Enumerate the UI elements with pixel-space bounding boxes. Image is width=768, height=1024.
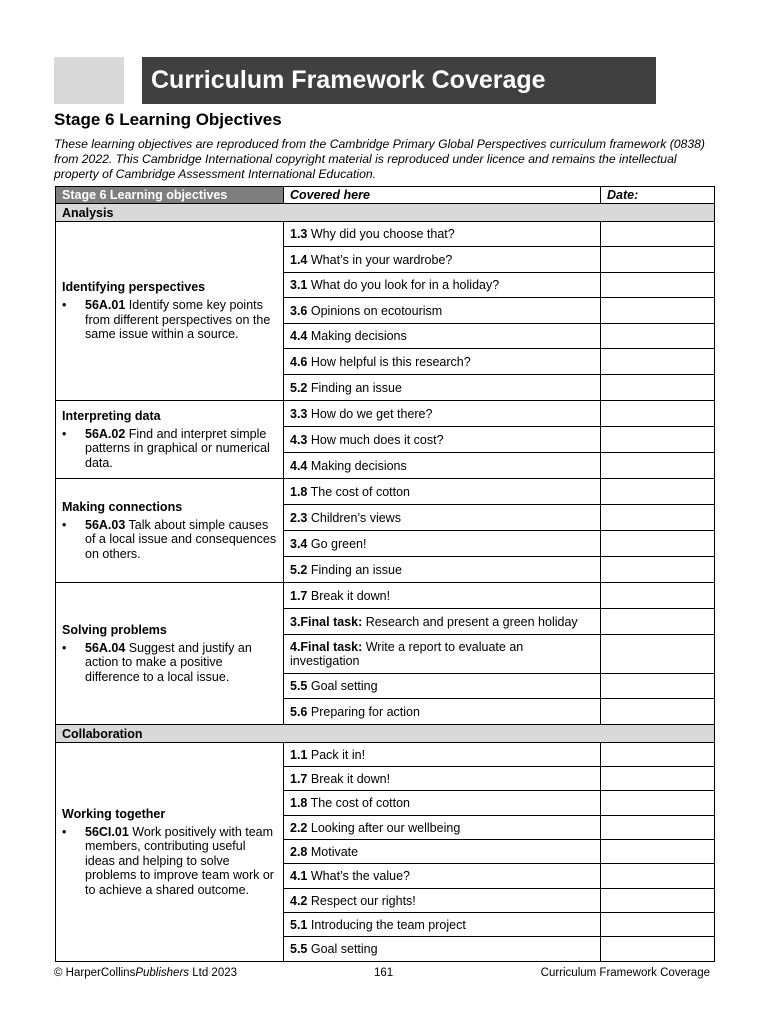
lesson-title: Motivate: [307, 844, 359, 859]
covered-lesson-cell: [284, 743, 601, 767]
lesson-number: 5.5: [290, 679, 308, 693]
objective-title: Identifying perspectives: [62, 280, 206, 295]
objective-code: 56A.01: [85, 298, 126, 313]
covered-lesson-cell: [284, 401, 601, 427]
objective-bullet: [62, 641, 277, 685]
covered-lesson-cell: [284, 864, 601, 889]
objective-bullet: [62, 518, 277, 562]
lesson-title: Goal setting: [307, 942, 378, 956]
footer-document-name: Curriculum Framework Coverage: [540, 967, 710, 979]
bullet-icon: •: [62, 426, 67, 441]
lesson-number: 5.6: [290, 704, 308, 719]
date-cell[interactable]: [601, 635, 715, 674]
objective-code: 56A.02: [85, 426, 126, 441]
lesson-title: How helpful is this research?: [307, 354, 471, 369]
objective-title: Working together: [62, 806, 166, 821]
lesson-number: 4.4: [290, 329, 308, 343]
date-cell[interactable]: [601, 427, 715, 453]
lesson-number: 4.4: [290, 458, 308, 473]
date-cell[interactable]: [601, 743, 715, 767]
bullet-icon: •: [62, 824, 67, 839]
lesson-title: Why did you choose that?: [307, 227, 455, 241]
lesson-title: How do we get there?: [307, 406, 433, 421]
lesson-title: Write a report to evaluate an investigation: [290, 640, 524, 668]
lesson-title: What’s in your wardrobe?: [307, 252, 453, 267]
objective-text: Find and interpret simple patterns in graphical or numerical data.: [85, 426, 270, 470]
header-grey-block: [54, 57, 124, 104]
date-cell[interactable]: [601, 674, 715, 699]
covered-lesson-cell: [284, 375, 601, 401]
section-row: [56, 204, 715, 222]
table-body: [56, 204, 715, 962]
date-cell[interactable]: [601, 609, 715, 635]
lesson-title: The cost of cotton: [307, 796, 410, 810]
lesson-title: Break it down!: [307, 588, 391, 603]
covered-lesson-cell: [284, 324, 601, 349]
covered-lesson-cell: [284, 840, 601, 864]
date-cell[interactable]: [601, 222, 715, 247]
covered-lesson-cell: [284, 479, 601, 505]
objective-cell: [56, 222, 284, 401]
covered-lesson-cell: [284, 609, 601, 635]
lesson-number: 4.Final task:: [290, 640, 363, 654]
date-cell[interactable]: [601, 889, 715, 913]
date-cell[interactable]: [601, 401, 715, 427]
covered-lesson-cell: [284, 298, 601, 324]
lesson-number: 1.4: [290, 252, 308, 267]
header-covered-here: Covered here: [284, 187, 601, 204]
page-title: Curriculum Framework Coverage: [142, 57, 656, 104]
date-cell[interactable]: [601, 273, 715, 298]
objective-title: Making connections: [62, 499, 183, 514]
lesson-number: 1.8: [290, 484, 308, 499]
date-cell[interactable]: [601, 453, 715, 479]
lesson-number: 1.7: [290, 588, 308, 603]
lesson-number: 2.2: [290, 820, 308, 835]
date-cell[interactable]: [601, 840, 715, 864]
objective-text: Work positively with team members, contributing useful ideas and helping to solve problems to improve team work or to achieve a shared outcome.: [85, 824, 274, 897]
objective-title: Interpreting data: [62, 408, 161, 423]
footer-page-number: 161: [374, 967, 394, 979]
covered-lesson-cell: [284, 674, 601, 699]
lesson-title: Preparing for action: [307, 704, 420, 719]
lesson-title: Finding an issue: [307, 380, 402, 395]
footer-copyright: © HarperCollinsPublishers Ltd 2023: [54, 967, 238, 979]
lesson-number: 5.2: [290, 380, 308, 395]
lesson-number: 1.7: [290, 771, 308, 786]
lesson-number: 3.1: [290, 278, 308, 292]
covered-lesson-cell: [284, 913, 601, 937]
date-cell[interactable]: [601, 298, 715, 324]
covered-lesson-cell: [284, 635, 601, 674]
covered-lesson-cell: [284, 889, 601, 913]
table-row: [56, 222, 715, 247]
lesson-title: Respect our rights!: [307, 893, 416, 908]
objective-code: 56A.04: [85, 640, 126, 655]
objective-title: Solving problems: [62, 622, 167, 637]
lesson-number: 1.8: [290, 796, 308, 810]
lesson-title: What’s the value?: [307, 869, 410, 883]
date-cell[interactable]: [601, 699, 715, 725]
date-cell[interactable]: [601, 531, 715, 557]
date-cell[interactable]: [601, 913, 715, 937]
lesson-title: Goal setting: [307, 679, 378, 693]
date-cell[interactable]: [601, 937, 715, 962]
section-label: Collaboration: [56, 725, 715, 743]
section-subtitle: Stage 6 Learning Objectives: [54, 110, 282, 129]
objective-bullet: [62, 427, 277, 471]
header-objectives: Stage 6 Learning objectives: [56, 187, 284, 204]
lesson-number: 3.6: [290, 303, 308, 318]
covered-lesson-cell: [284, 505, 601, 531]
date-cell[interactable]: [601, 767, 715, 791]
lesson-number: 2.3: [290, 510, 308, 525]
covered-lesson-cell: [284, 791, 601, 816]
lesson-title: Finding an issue: [307, 562, 402, 577]
covered-lesson-cell: [284, 222, 601, 247]
learning-objectives-table: [55, 186, 715, 962]
objective-cell: [56, 743, 284, 962]
date-cell[interactable]: [601, 375, 715, 401]
lesson-title: Opinions on ecotourism: [307, 303, 443, 318]
section-row: [56, 725, 715, 743]
lesson-number: 5.1: [290, 917, 308, 932]
header-date: Date:: [601, 187, 715, 204]
lesson-title: Children’s views: [307, 510, 401, 525]
lesson-number: 4.2: [290, 893, 308, 908]
covered-lesson-cell: [284, 816, 601, 840]
objective-bullet: [62, 298, 277, 342]
lesson-title: Introducing the team project: [307, 917, 466, 932]
date-cell[interactable]: [601, 791, 715, 816]
lesson-title: Making decisions: [307, 458, 407, 473]
objective-cell: [56, 583, 284, 725]
objective-cell: [56, 401, 284, 479]
objective-cell: [56, 479, 284, 583]
lesson-number: 5.5: [290, 942, 308, 956]
section-label: Analysis: [56, 204, 715, 222]
lesson-number: 5.2: [290, 562, 308, 577]
lesson-number: 4.6: [290, 354, 308, 369]
covered-lesson-cell: [284, 427, 601, 453]
lesson-title: Pack it in!: [307, 747, 366, 762]
date-cell[interactable]: [601, 505, 715, 531]
lesson-title: Go green!: [307, 536, 367, 551]
lesson-title: Making decisions: [307, 329, 407, 343]
table-row: [56, 583, 715, 609]
objective-text: Identify some key points from different perspectives on the same issue within a source.: [85, 298, 271, 342]
date-cell[interactable]: [601, 816, 715, 840]
objective-text: Talk about simple causes of a local issue and consequences on others.: [85, 517, 277, 561]
covered-lesson-cell: [284, 937, 601, 962]
objective-code: 56CI.01: [85, 824, 129, 839]
bullet-icon: •: [62, 517, 67, 532]
intro-paragraph: These learning objectives are reproduced from the Cambridge Primary Global Perspectives curriculum framework (0838) from 2022. This Cambridge International copyright material is reproduced under licence and remains the intellectual property of Cambridge Assessment International Education.: [54, 137, 705, 181]
covered-lesson-cell: [284, 583, 601, 609]
lesson-title: Break it down!: [307, 771, 391, 786]
lesson-title: How much does it cost?: [307, 432, 444, 447]
lesson-title: What do you look for in a holiday?: [307, 278, 500, 292]
date-cell[interactable]: [601, 247, 715, 273]
lesson-title: Research and present a green holiday: [362, 614, 578, 629]
covered-lesson-cell: [284, 531, 601, 557]
lesson-number: 2.8: [290, 844, 308, 859]
lesson-number: 4.1: [290, 869, 308, 883]
covered-lesson-cell: [284, 767, 601, 791]
date-cell[interactable]: [601, 324, 715, 349]
lesson-title: Looking after our wellbeing: [307, 820, 461, 835]
date-cell[interactable]: [601, 864, 715, 889]
lesson-number: 1.3: [290, 227, 308, 241]
objective-bullet: [62, 825, 277, 898]
date-cell[interactable]: [601, 479, 715, 505]
table-row: [56, 743, 715, 767]
covered-lesson-cell: [284, 349, 601, 375]
lesson-title: The cost of cotton: [307, 484, 410, 499]
bullet-icon: •: [62, 298, 67, 313]
covered-lesson-cell: [284, 453, 601, 479]
covered-lesson-cell: [284, 699, 601, 725]
objective-text: Suggest and justify an action to make a positive difference to a local issue.: [85, 640, 252, 684]
date-cell[interactable]: [601, 557, 715, 583]
covered-lesson-cell: [284, 273, 601, 298]
lesson-number: 3.3: [290, 406, 308, 421]
lesson-number: 4.3: [290, 432, 308, 447]
covered-lesson-cell: [284, 247, 601, 273]
lesson-number: 1.1: [290, 747, 308, 762]
date-cell[interactable]: [601, 349, 715, 375]
bullet-icon: •: [62, 640, 67, 655]
table-row: [56, 479, 715, 505]
table-header-row: [56, 187, 715, 204]
lesson-number: 3.4: [290, 536, 308, 551]
table-row: [56, 401, 715, 427]
lesson-number: 3.Final task:: [290, 614, 363, 629]
date-cell[interactable]: [601, 583, 715, 609]
covered-lesson-cell: [284, 557, 601, 583]
objective-code: 56A.03: [85, 517, 126, 532]
